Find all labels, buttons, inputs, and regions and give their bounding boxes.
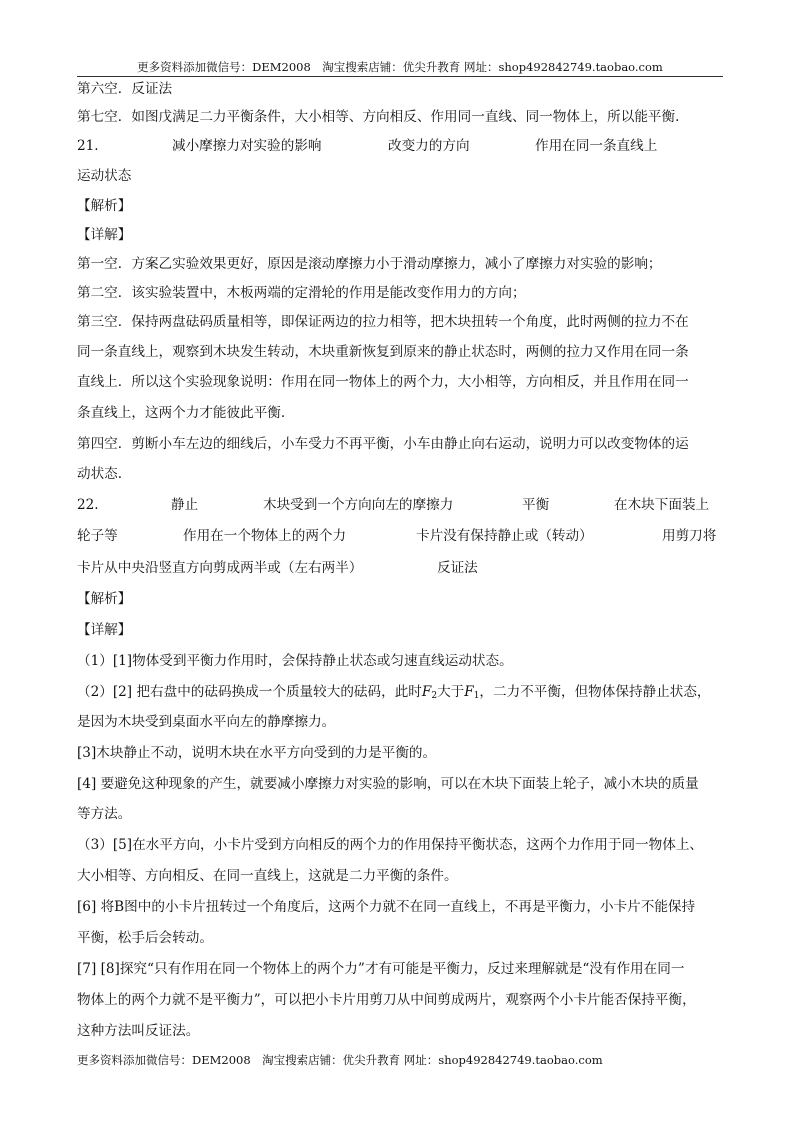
section-heading: 【解析】	[77, 591, 132, 607]
answer-blank: 在木块下面装上	[614, 497, 710, 513]
text-line: （1）[1]物体受到平衡力作用时，会保持静止状态或匀速直线运动状态。	[77, 653, 513, 669]
force-symbol	[422, 684, 431, 700]
text-line: 条直线上，这两个力才能彼此平衡.	[77, 405, 286, 421]
force-letter: F	[421, 684, 432, 700]
page-footer: 更多资料添加微信号：DEM2008 淘宝搜索店铺：优尖升教育 网址：shop492842749.taobao.com	[77, 1053, 603, 1067]
text-line: 第一空．方案乙实验效果更好，原因是滚动摩擦力小于滑动摩擦力，减小了摩擦力对实验的影响；	[77, 256, 662, 272]
text-segment: ，二力不平衡，但物体保持静止状态，	[479, 684, 711, 700]
text-line: 第四空．剪断小车左边的细线后，小车受力不再平衡，小车由静止向右运动，说明力可以改变物体的运	[77, 436, 689, 452]
answer-blank: 运动状态	[77, 168, 132, 184]
force-subscript: 1	[473, 691, 480, 701]
section-heading: 【解析】	[77, 198, 132, 214]
text-line: [4] 要避免这种现象的产生，就要减小摩擦力对实验的影响，可以在木块下面装上轮子，减小木块的质量	[77, 776, 699, 792]
text-line: （3）[5]在水平方向，小卡片受到方向相反的两个力的作用保持平衡状态，这两个力作用于同一物体上、	[77, 837, 704, 853]
text-line: 第二空．该实验装置中，木板两端的定滑轮的作用是能改变作用力的方向；	[77, 285, 526, 301]
header-divider	[77, 76, 723, 77]
text-line: [6] 将B图中的小卡片扭转过一个角度后，这两个力就不在同一直线上，不再是平衡力，小卡片不能保持	[77, 899, 696, 915]
force-symbol	[464, 684, 473, 700]
page-header: 更多资料添加微信号：DEM2008 淘宝搜索店铺：优尖升教育 网址：shop492842749.taobao.com	[137, 60, 663, 74]
answer-blank: 改变力的方向	[388, 138, 470, 154]
text-line: 第七空．如图戊满足二力平衡条件，大小相等、方向相反、作用同一直线、同一物体上，所以能平衡.	[77, 109, 680, 125]
text-line: [7] [8]探究“只有作用在同一个物体上的两个力”才有可能是平衡力，反过来理解就是“没有作用在同一	[77, 961, 685, 977]
force-letter: F	[464, 684, 474, 700]
force-subscript: 2	[431, 691, 438, 701]
answer-blank: 轮子等	[77, 528, 118, 544]
text-line: 等方法。	[77, 806, 132, 822]
text-line: 直线上．所以这个实验现象说明：作用在同一物体上的两个力，大小相等，方向相反，并且作用在同一	[77, 374, 689, 390]
answer-blank: 反证法	[437, 560, 478, 576]
question-number: 21.	[77, 138, 99, 154]
answer-blank: 用剪刀将	[662, 528, 717, 544]
text-line: 第六空．反证法	[77, 81, 173, 97]
answer-blank: 作用在同一条直线上	[535, 138, 658, 154]
answer-blank: 木块受到一个方向向左的摩擦力	[263, 497, 454, 513]
answer-blank: 减小摩擦力对实验的影响	[172, 138, 322, 154]
text-line: 物体上的两个力就不是平衡力”，可以把小卡片用剪刀从中间剪成两片，观察两个小卡片能否保持平衡，	[77, 992, 696, 1008]
text-line: 大小相等、方向相反、在同一直线上，这就是二力平衡的条件。	[77, 868, 458, 884]
question-number: 22.	[77, 497, 99, 513]
text-line: 这种方法叫反证法。	[77, 1023, 200, 1039]
text-line: 同一条直线上，观察到木块发生转动，木块重新恢复到原来的静止状态时，两侧的拉力又作用在同一条	[77, 344, 689, 360]
answer-blank: 卡片从中央沿竖直方向剪成两半或（左右两半）	[77, 560, 363, 576]
answer-blank: 作用在一个物体上的两个力	[183, 528, 347, 544]
section-heading: 【详解】	[77, 227, 132, 243]
text-line	[77, 682, 727, 706]
text-segment: （2）[2] 把右盘中的砝码换成一个质量较大的砝码，此时	[77, 684, 422, 700]
text-line: [3]木块静止不动，说明木块在水平方向受到的力是平衡的。	[77, 745, 437, 761]
answer-blank: 平衡	[522, 497, 550, 513]
text-line: 动状态.	[77, 466, 123, 482]
text-line: 平衡，松手后会转动。	[77, 930, 213, 946]
text-segment: 大于	[437, 684, 465, 700]
section-heading: 【详解】	[77, 622, 132, 638]
answer-blank: 静止	[171, 497, 199, 513]
text-line: 第三空．保持两盘砝码质量相等，即保证两边的拉力相等，把木块扭转一个角度，此时两侧的拉力不在	[77, 314, 689, 330]
answer-blank: 卡片没有保持静止或（转动）	[416, 528, 593, 544]
text-line: 是因为木块受到桌面水平向左的静摩擦力。	[77, 714, 336, 730]
